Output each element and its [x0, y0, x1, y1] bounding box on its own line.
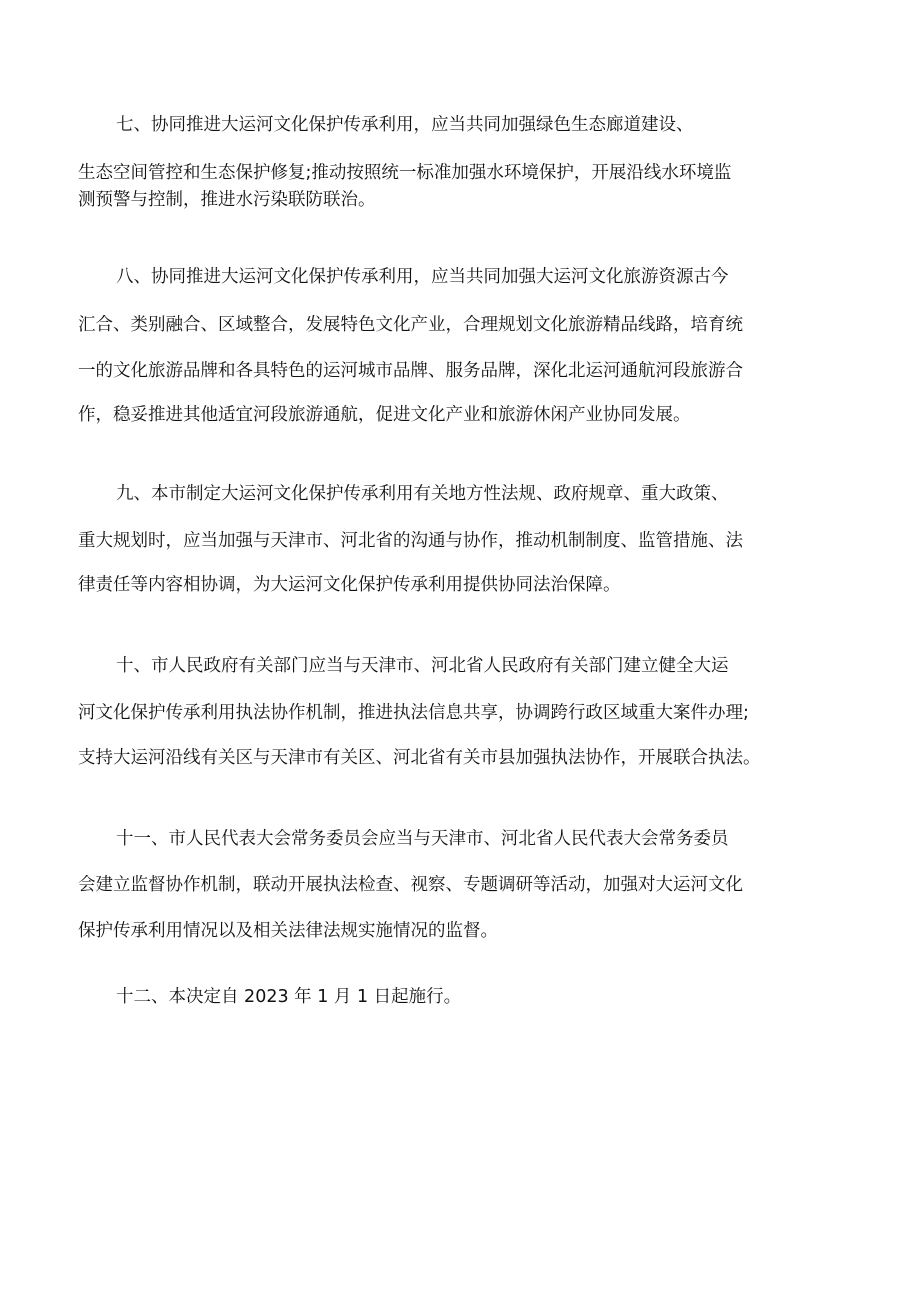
paragraph-line: 支持大运河沿线有关区与天津市有关区、河北省有关市县加强执法协作，开展联合执法。	[78, 748, 761, 768]
paragraph-line: 九、本市制定大运河文化保护传承利用有关地方性法规、政府规章、重大政策、	[116, 484, 729, 504]
paragraph-line: 重大规划时，应当加强与天津市、河北省的沟通与协作，推动机制制度、监管措施、法	[78, 531, 743, 551]
paragraph-line: 十、市人民政府有关部门应当与天津市、河北省人民政府有关部门建立健全大运	[116, 656, 729, 676]
paragraph-line: 汇合、类别融合、区域整合，发展特色文化产业，合理规划文化旅游精品线路，培育统	[78, 315, 743, 335]
paragraph-line: 测预警与控制，推进水污染联防联治。	[78, 190, 376, 210]
paragraph-line: 十一、市人民代表大会常务委员会应当与天津市、河北省人民代表大会常务委员	[116, 829, 729, 849]
paragraph-line: 八、协同推进大运河文化保护传承利用，应当共同加强大运河文化旅游资源古今	[116, 267, 729, 287]
paragraph-line: 保护传承利用情况以及相关法律法规实施情况的监督。	[78, 921, 498, 941]
paragraph-line: 作，稳妥推进其他适宜河段旅游通航，促进文化产业和旅游休闲产业协同发展。	[78, 405, 691, 425]
paragraph-line: 七、协同推进大运河文化保护传承利用，应当共同加强绿色生态廊道建设、	[116, 115, 694, 135]
paragraph-line: 一的文化旅游品牌和各具特色的运河城市品牌、服务品牌，深化北运河通航河段旅游合	[78, 361, 743, 381]
paragraph-line: 河文化保护传承利用执法协作机制，推进执法信息共享，协调跨行政区域重大案件办理;	[78, 703, 749, 723]
paragraph-line: 会建立监督协作机制，联动开展执法检查、视察、专题调研等活动，加强对大运河文化	[78, 875, 743, 895]
paragraph-line: 律责任等内容相协调，为大运河文化保护传承利用提供协同法治保障。	[78, 575, 621, 595]
paragraph-line: 十二、本决定自 2023 年 1 月 1 日起施行。	[116, 987, 462, 1007]
paragraph-line: 生态空间管控和生态保护修复;推动按照统一标准加强水环境保护，开展沿线水环境监	[78, 163, 732, 183]
